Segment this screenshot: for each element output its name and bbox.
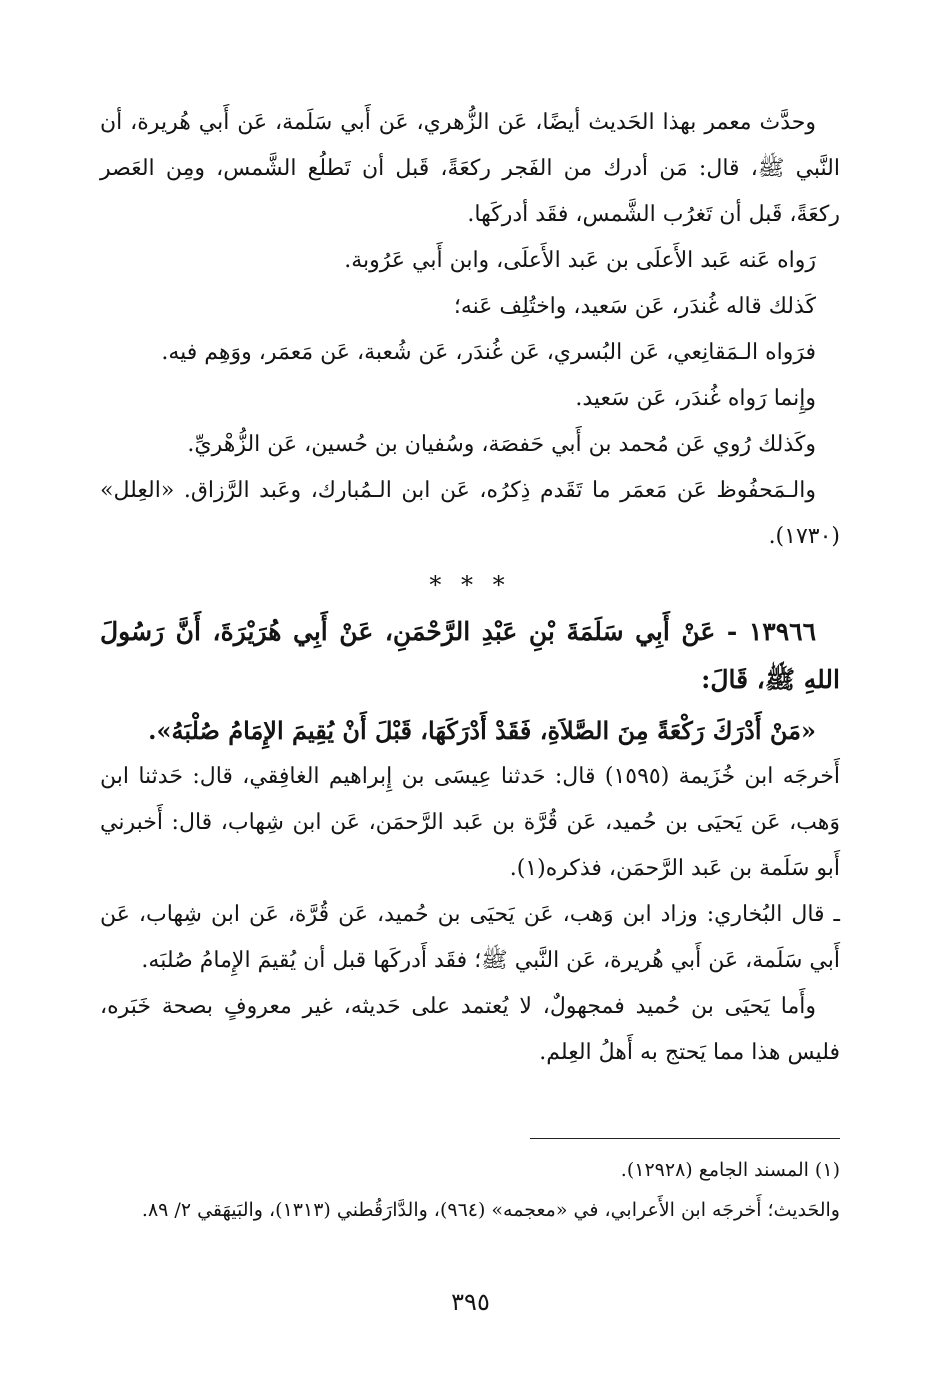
paragraph-5: وإِنما رَواه غُندَر، عَن سَعيد.	[575, 386, 816, 411]
footnote-1: (١) المسند الجامع (١٢٩٢٨).	[620, 1159, 840, 1181]
paragraph-1: وحدَّث معمر بهذا الحَديث أيضًا، عَن الزُّهري، عَن أَبي سَلَمة، عَن أَبي هُريرة، أن النَّبي ﷺ، قال: مَن أدرك من الفَجر ركعَةً، قَبل أن تَطلُع الشَّمس، ومِن العَصر ركعَةً، قَبل أن تَغرُب الشَّمس، فقَد أدركَها.	[100, 110, 841, 227]
footnote-divider	[530, 1138, 840, 1139]
paragraph-2: رَواه عَنه عَبد الأَعلَى بن عَبد الأَعلَى، وابن أَبي عَرُوبة.	[344, 248, 816, 273]
commentary-block	[100, 238, 840, 468]
hadith-heading: ١٣٩٦٦ - عَنْ أَبِي سَلَمَةَ بْنِ عَبْدِ الرَّحْمَنِ، عَنْ أَبِي هُرَيْرَةَ، أَنَّ رَسُولَ اللهِ ﷺ، قَالَ:	[100, 617, 840, 694]
paragraph-4: فرَواه الـمَقانِعي، عَن البُسري، عَن غُندَر، عَن شُعبة، عَن مَعمَر، ووَهِم فيه.	[161, 340, 816, 365]
footnote-2: والحَديث؛ أَخرجَه ابن الأَعرابي، في «معجمه» (٩٦٤)، والدَّارَقُطني (١٣١٣)، والبَيهَقي ٢/ ٨٩.	[141, 1199, 840, 1221]
paragraph-10: وأَما يَحيَى بن حُميد فمجهولٌ، لا يُعتمد على حَديثه، غير معروفٍ بصحة خَبَره، فليس هذا مما يَحتج به أَهلُ العِلم.	[100, 994, 840, 1065]
paragraph-7: والـمَحفُوظ عَن مَعمَر ما تَقَدم ذِكرُه، عَن ابن الـمُبارك، وعَبد الرَّزاق. «العِلل» (١٧٣٠).	[100, 478, 840, 549]
paragraph-6: وكَذلك رُوي عَن مُحمد بن أَبي حَفصَة، وسُفيان بن حُسين، عَن الزُّهْريِّ.	[187, 432, 816, 457]
paragraph-8: أَخرجَه ابن خُزَيمة (١٥٩٥) قال: حَدثنا عِيسَى بن إِبراهيم الغافِقي، قال: حَدثنا ابن وَهب، عَن يَحيَى بن حُميد، عَن قُرَّة بن عَبد الرَّحمَن، عَن ابن شِهاب، قال: أَخبرني أَبو سَلَمة بن عَبد الرَّحمَن، فذكره(١).	[100, 764, 840, 881]
paragraph-9: ـ قال البُخاري: وزاد ابن وَهب، عَن يَحيَى بن حُميد، عَن قُرَّة، عَن ابن شِهاب، عَن أَبي سَلَمة، عَن أَبي هُريرة، عَن النَّبي ﷺ؛ فقَد أَدركَها قبل أن يُقيمَ الإِمامُ صُلبَه.	[100, 902, 840, 973]
paragraph-3: كَذلك قاله غُندَر، عَن سَعيد، واختُلِف عَنه؛	[453, 294, 816, 319]
section-separator: * * *	[429, 571, 511, 599]
main-text	[100, 100, 840, 1076]
footnotes	[100, 1150, 840, 1230]
page-number: ٣٩٥	[451, 1288, 490, 1316]
hadith-text: «مَنْ أَدْرَكَ رَكْعَةً مِنَ الصَّلاَةِ، فَقَدْ أَدْرَكَهَا، قَبْلَ أَنْ يُقِيمَ الإِمَامُ صُلْبَهُ».	[148, 716, 816, 745]
